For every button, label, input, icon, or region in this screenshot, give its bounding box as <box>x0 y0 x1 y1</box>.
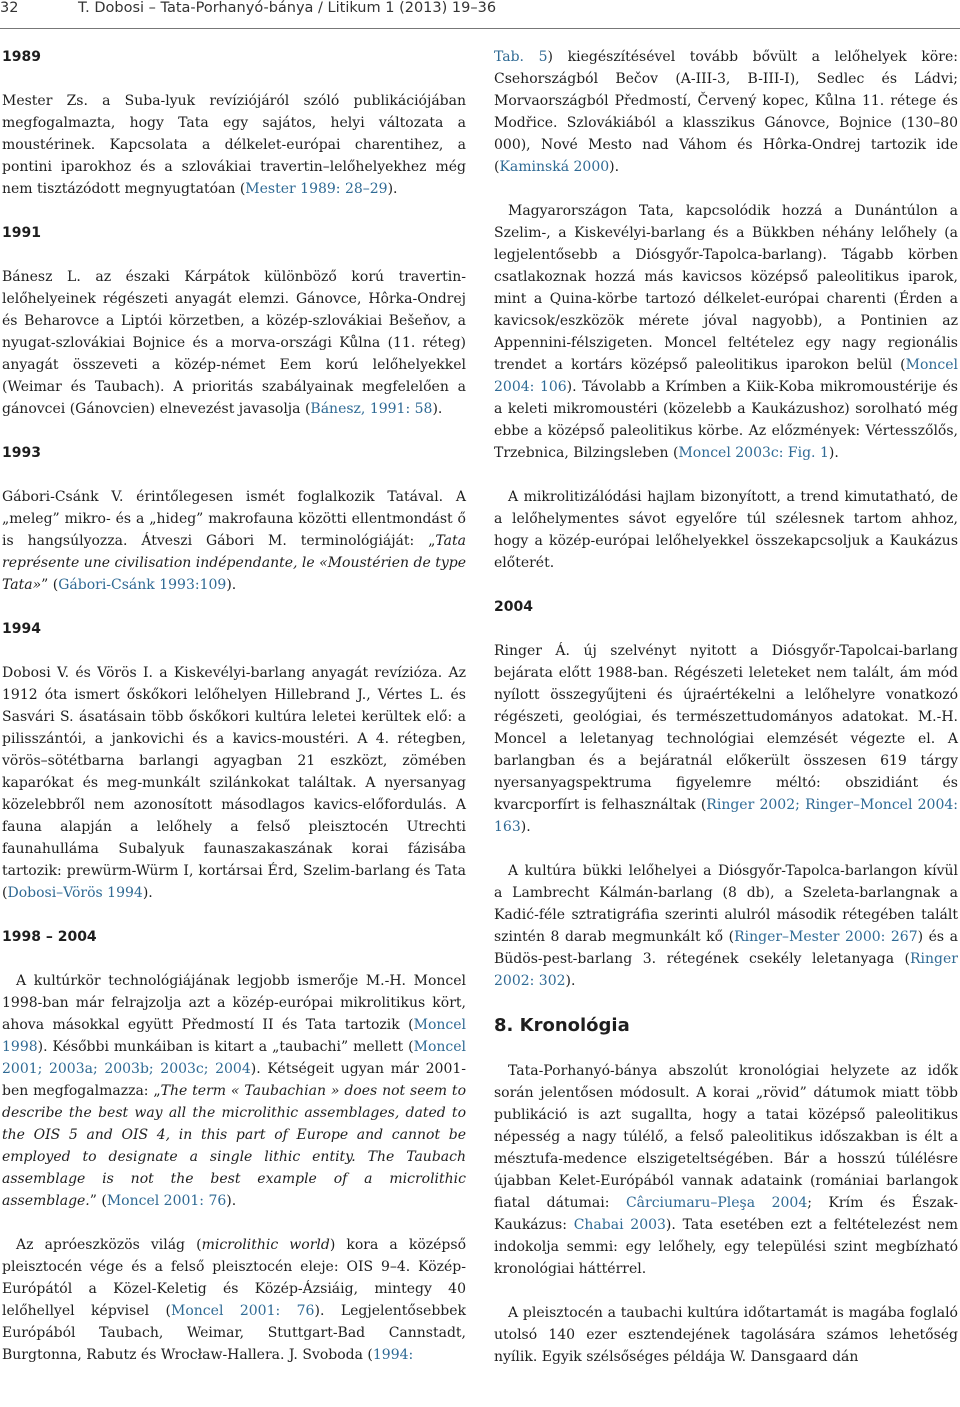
citation-link[interactable]: Ringer–Mester 2000: 267 <box>734 929 918 945</box>
page-number: 32 <box>0 0 19 16</box>
citation-link[interactable]: Moncel 1998 <box>2 1017 466 1055</box>
year-heading-1998-2004: 1998 – 2004 <box>2 929 97 945</box>
citation-link[interactable]: Mester 1989: 28–29 <box>245 181 388 197</box>
citation-link[interactable]: Cârciumaru–Pleşa 2004 <box>625 1195 808 1211</box>
section-title: 8. Kronológia <box>494 1015 630 1036</box>
citation-link[interactable]: Chabai 2003 <box>573 1217 666 1233</box>
header-rule <box>0 28 960 29</box>
citation-link[interactable]: Moncel 2003c: Fig. 1 <box>678 445 829 461</box>
citation-link[interactable]: Moncel 2001; 2003a; 2003b; 2003c; 2004 <box>2 1039 466 1077</box>
paragraph-1993: Gábori-Csánk V. érintőlegesen ismét foglalkozik Tatával. A „meleg” mikro- és a „hideg” makrofauna közötti ellentmondást ő is hangsúlyozza. Átveszi Gábori M. terminológiáját: „Tata représente une civilisation indépendante, le «Moustérien de type Tata»” (Gábori-Csánk 1993:109). <box>2 489 466 593</box>
year-heading-1994: 1994 <box>2 621 41 637</box>
year-heading-1989: 1989 <box>2 49 41 65</box>
right-column <box>494 46 958 1390</box>
left-column <box>2 46 466 1388</box>
paragraph-1994: Dobosi V. és Vörös I. a Kiskevélyi-barlang anyagát revízióza. Az 1912 óta ismert őskőkori lelőhelyen Hillebrand J., Vértes L. és Sasvári S. ásatásain több őskőkori kultúra leletei kerültek elő: a pilisszántói, a jankovichi és a kavics-moustéri. A 4. rétegben, vörös–sötétbarna barlangi agyagban 21 eszközt, zömében kaparókat és meg-munkált szilánkokat találtak. A nyersanyag közelebbről nem azonosított másodlagos kavics-előfordulás. A fauna alapján a lelőhely a felső pleisztocén Utrechti faunahulláma Subalyuk faunaszakaszának korai fázisába tartozik: prewürm-Würm I, kortársai Érd, Szelim-barlang és Tata (Dobosi–Vörös 1994). <box>2 665 466 901</box>
citation-link[interactable]: Ringer 2002; Ringer–Moncel 2004: 163 <box>494 797 958 835</box>
year-heading-1993: 1993 <box>2 445 41 461</box>
table-link[interactable]: Tab. 5 <box>494 49 548 65</box>
paragraph-1989: Mester Zs. a Suba-lyuk revíziójáról szóló publikációjában megfogalmazta, hogy Tata egy sajátos, helyi változata a moustérinek. Kapcsolata a délkelet-európai charentihez, a pontini iparokhoz és a szlovákiai travertin–lelőhelyekhez még nem tisztázódott megnyugtatóan (Mester 1989: 28–29). <box>2 93 466 197</box>
running-header <box>0 0 960 20</box>
paragraph-microlithization: A mikrolitizálódási hajlam bizonyított, a trend kimutatható, de a lelőhelymentes sávot egyelőre túl szélesnek tartom ahhoz, hogy a közép-európai lelőhelyekkel összekapcsoljuk a Kaukázus előterét. <box>494 489 958 571</box>
citation-link[interactable]: Kaminská 2000 <box>499 159 610 175</box>
quote-italic: Tata représente une civilisation indépendante, le «Moustérien de type Tata» <box>2 533 466 593</box>
paragraph-bukk-sites: A kultúra bükki lelőhelyei a Diósgyőr-Tapolca-barlangon kívül a Lambrecht Kálmán-barlang (8 db), a Szeleta-barlangnak a Kadić-féle sztratigráfia szerinti alulról második rétegében talált szintén 8 darab megmunkált kő (Ringer–Mester 2000: 267) és a Büdös-pest-barlang 3. rétegének csekély leletanyaga (Ringer 2002: 302). <box>494 863 958 989</box>
paragraph-hungary: Magyarországon Tata, kapcsolódik hozzá a Dunántúlon a Szelim-, a Kiskevélyi-barlang és a Bükkben néhány lelőhely (a legjelentősebb a Diósgyőr-Tapolca-barlang). Tágabb körben csatlakoznak hozzá más kavicsos középső paleolitikus iparok, mint a Quina-körbe tartozó délkelet-európai charenti (Érden a kavicsok/eszközök mérete jóval nagyobb), a Pontinien az Appennini-félszigeten. Moncel feltételez egy nagy regionális trendet a kortárs középső paleolitikus iparokon belül (Moncel 2004: 106). Távolabb a Krímben a Kiik-Koba mikromoustérije és a keleti mikromoustéri (közelebb a Kaukázushoz) sorolható még ebbe a középső paleolitikus körbe. Az előzmények: Vértesszőlős, Trzebnica, Bilzingsleben (Moncel 2003c: Fig. 1). <box>494 203 958 461</box>
citation-link[interactable]: Bánesz, 1991: 58 <box>310 401 433 417</box>
citation-link[interactable]: Gábori-Csánk 1993:109 <box>58 577 227 593</box>
paragraph-2004: Ringer Á. új szelvényt nyitott a Diósgyőr-Tapolcai-barlang bejárata előtt 1988-ban. Régészeti leleteket nem talált, ám mód nyílott összegyűjteni és újraértékelni a lelőhelyre vonatkozó régészeti, geológiai, és természettudományos adatokat. M.-H. Moncel a leletanyag technológiai elemzését végezte el. A barlangban és a bejáratnál előkerült összesen 619 tárgy nyersanyagspektruma figyelemre méltó: obszidiánt és kvarcporfírt is felhasználtak (Ringer 2002; Ringer–Moncel 2004: 163). <box>494 643 958 835</box>
running-title: T. Dobosi – Tata-Porhanyó-bánya / Litikum 1 (2013) 19–36 <box>78 0 497 16</box>
citation-link[interactable]: Dobosi–Vörös 1994 <box>7 885 143 901</box>
citation-link[interactable]: Ringer 2002: 302 <box>494 951 958 989</box>
paragraph-1998: A kultúrkör technológiájának legjobb ismerője M.-H. Moncel 1998-ban már felrajzolja azt a közép-európai mikrolitikus kört, ahova másokkal együtt Předmostí II és Tata tartozik (Moncel 1998). Későbbi munkáiban is kitart a „taubachi” mellett (Moncel 2001; 2003a; 2003b; 2003c; 2004). Kétségeit ugyan már 2001-ben megfogalmazza: „The term « Taubachian » does not seem to describe the best way all the microlithic assemblages, dated to the OIS 5 and OIS 4, in this part of Europe and cannot be employed to designate a single lithic entity. The Taubach assemblage is not the best example of a microlithic assemblage.” (Moncel 2001: 76). <box>2 973 467 1209</box>
paragraph-microlithic: Az apróeszközös világ (microlithic world) kora a középső pleisztocén vége és a felső pleisztocén eleje: OIS 9–4. Közép-Európától a Közel-Keletig és Közép-Ázsiáig, mintegy 40 lelőhellyel képvisel (Moncel 2001: 76). Legjelentősebbek Európából Taubach, Weimar, Stuttgart-Bad Cannstadt, Burgtonna, Rabutz és Wrocław-Hallera. J. Svoboda (1994: <box>2 1237 467 1363</box>
citation-link[interactable]: 1994: <box>372 1347 414 1363</box>
paragraph-pleistocene: A pleisztocén a taubachi kultúra időtartamát is magába foglaló utolsó 140 ezer esztendejének tagolására számos lehetőség nyílik. Egyik szélsőséges példája W. Dansgaard dán <box>494 1305 958 1365</box>
paragraph-continued: Tab. 5) kiegészítésével tovább bővült a lelőhelyek köre: Csehországból Bečov (A-III-3, B-III-I), Sedlec és Ládvi; Morvaországból Předmostí, Červený kopec, Kůlna 11. rétege és Modřice. Szlovákiából a klasszikus Gánovce, Bojnice (130–80 000), Nové Mesto nad Váhom és Hôrka-Ondrej tartozik ide (Kaminská 2000). <box>494 49 958 175</box>
term-italic: microlithic world <box>201 1237 330 1253</box>
year-heading-2004: 2004 <box>494 599 533 615</box>
paragraph-chronology: Tata-Porhanyó-bánya abszolút kronológiai helyzete az idők során jelentősen módosult. A korai „rövid” dátumok miatt több publikáció is azt sugallta, hogy a tatai középső paleolitikus népesség a nagy túlélő, a felső paleolitikus időszakban is élt a mésztufa-medence elszigeteltségében. Bár a hosszú túlélésre újabban Kelet-Európából vannak adataink (romániai barlangok fiatal dátumai: Cârciumaru–Pleşa 2004; Krím és Észak-Kaukázus: Chabai 2003). Tata esetében ezt a feltételezést nem indokolja semmi: egy lelőhely, egy települési szint megbízható kronológiai háttérrel. <box>494 1063 958 1277</box>
year-heading-1991: 1991 <box>2 225 41 241</box>
citation-link[interactable]: Moncel 2004: 106 <box>494 357 958 395</box>
citation-link[interactable]: Moncel 2001: 76 <box>171 1303 315 1319</box>
paragraph-1991: Bánesz L. az északi Kárpátok különböző korú travertin-lelőhelyeinek régészeti anyagát elemzi. Gánovce, Hôrka-Ondrej és Beharovce a Liptói körzetben, a közép-szlovákiai Bešeňov, a nyugat-szlovákiai Bojnice és a morva-országi Kůlna (11. réteg) anyagát összeveti a közép-német Eem korú lelőhelyekkel (Weimar és Taubach). A prioritás szabályainak megfelelően a gánovcei (Gánovcien) elnevezést javasolja (Bánesz, 1991: 58). <box>2 269 466 417</box>
citation-link[interactable]: Moncel 2001: 76 <box>106 1193 227 1209</box>
quote-italic: The term « Taubachian » does not seem to describe the best way all the microlithic assemblages, dated to the OIS 5 and OIS 4, in this part of Europe and cannot be employed to designate a single lithic entity. The Taubach assemblage is not the best example of a microlithic assemblage. <box>2 1083 466 1209</box>
